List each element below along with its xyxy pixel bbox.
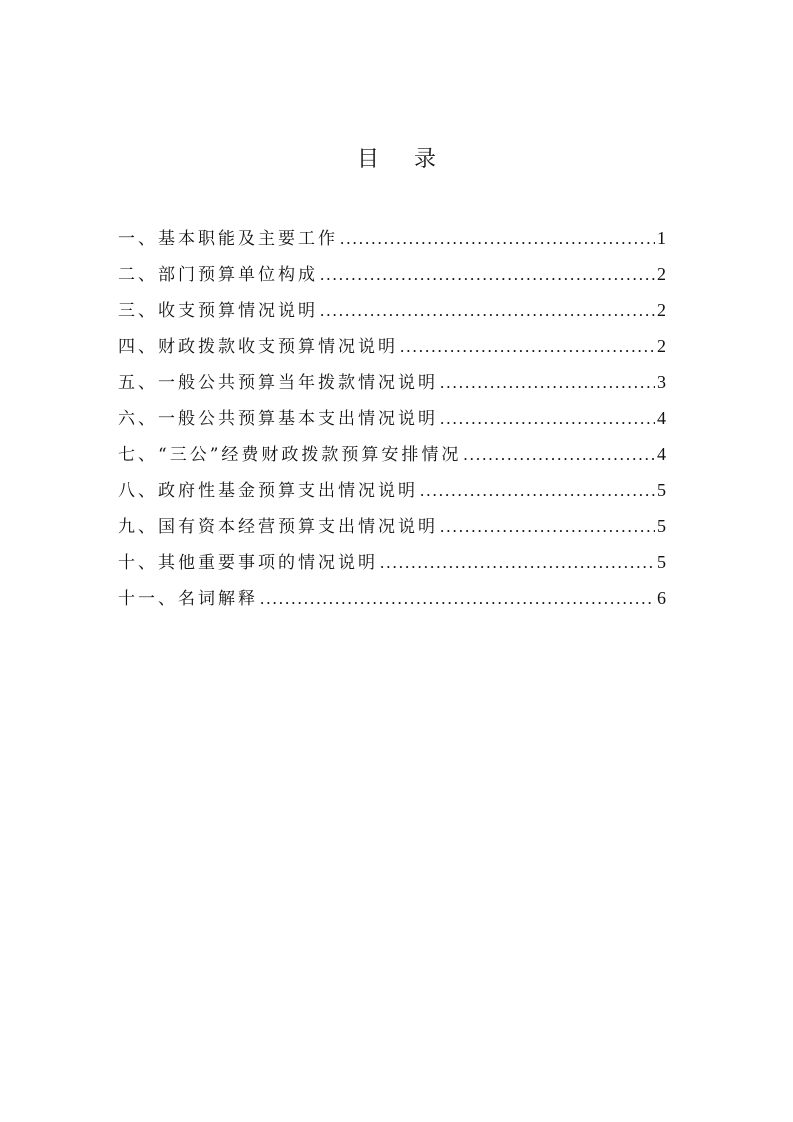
toc-title: 目 录 [357, 147, 450, 172]
toc-entry-page: 2 [657, 300, 666, 320]
toc-dot-leader [380, 545, 655, 581]
toc-entry-page: 4 [657, 408, 666, 428]
toc-entry-label: 十一、名词解释 [118, 589, 258, 609]
toc-entry[interactable] [118, 328, 666, 364]
toc-entry[interactable] [118, 508, 666, 544]
toc-entry-page: 3 [657, 372, 666, 392]
toc-dot-leader [320, 293, 655, 329]
toc-list [118, 220, 666, 616]
toc-entry[interactable] [118, 256, 666, 292]
toc-entry[interactable] [118, 292, 666, 328]
toc-entry-label: 四、财政拨款收支预算情况说明 [118, 337, 398, 357]
toc-entry[interactable] [118, 400, 666, 436]
toc-dot-leader [440, 401, 655, 437]
toc-dot-leader [420, 473, 655, 509]
toc-dot-leader [440, 509, 655, 545]
toc-entry-page: 5 [657, 516, 666, 536]
toc-entry-label: 八、政府性基金预算支出情况说明 [118, 481, 418, 501]
toc-entry-page: 5 [657, 480, 666, 500]
toc-entry-label: 七、“三公”经费财政拨款预算安排情况 [118, 445, 462, 465]
toc-entry[interactable] [118, 436, 666, 472]
toc-entry-page: 2 [657, 336, 666, 356]
toc-dot-leader [260, 581, 655, 617]
toc-dot-leader [440, 365, 655, 401]
toc-entry[interactable] [118, 580, 666, 616]
toc-dot-leader [463, 437, 655, 473]
toc-dot-leader [400, 329, 655, 365]
toc-entry-page: 6 [657, 588, 666, 608]
toc-entry[interactable] [118, 472, 666, 508]
toc-entry-label: 三、收支预算情况说明 [118, 301, 318, 321]
toc-entry[interactable] [118, 364, 666, 400]
toc-entry-label: 九、国有资本经营预算支出情况说明 [118, 517, 438, 537]
toc-dot-leader [320, 257, 655, 293]
toc-entry[interactable] [118, 220, 666, 256]
toc-entry-label: 五、一般公共预算当年拨款情况说明 [118, 373, 438, 393]
toc-entry[interactable] [118, 544, 666, 580]
toc-entry-page: 2 [657, 264, 666, 284]
toc-entry-page: 1 [657, 228, 666, 248]
toc-entry-label: 一、基本职能及主要工作 [118, 229, 338, 249]
toc-dot-leader [340, 221, 655, 257]
toc-entry-page: 4 [657, 444, 666, 464]
toc-entry-label: 六、一般公共预算基本支出情况说明 [118, 409, 438, 429]
toc-entry-label: 二、部门预算单位构成 [118, 265, 318, 285]
toc-entry-label: 十、其他重要事项的情况说明 [118, 553, 378, 573]
toc-entry-page: 5 [657, 552, 666, 572]
